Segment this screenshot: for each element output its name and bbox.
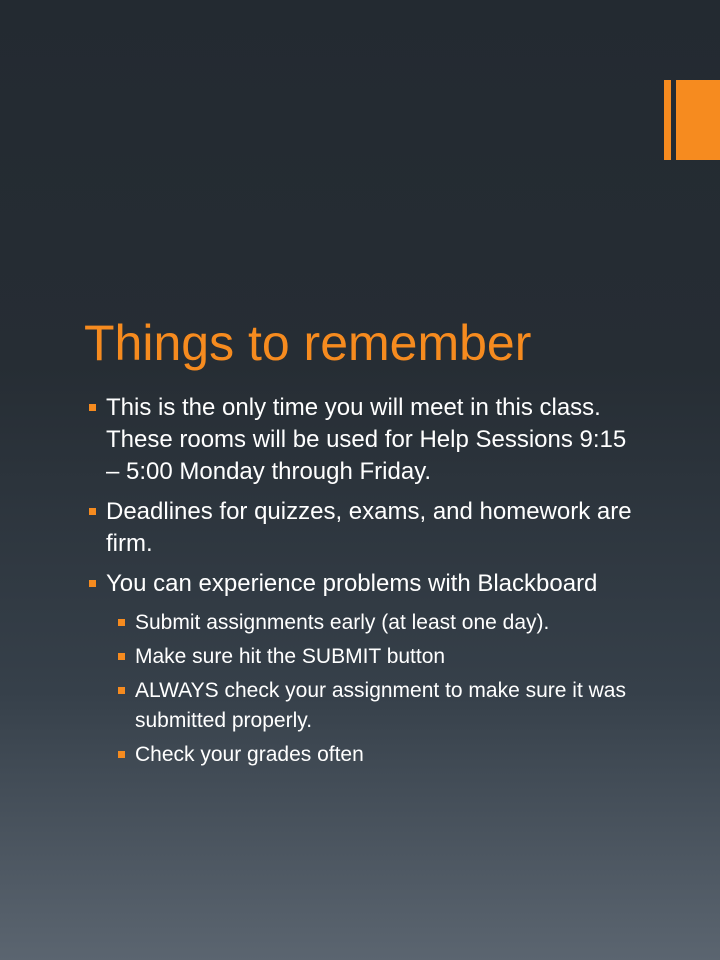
bullet-item xyxy=(84,568,644,770)
sub-bullet-item xyxy=(106,642,644,672)
bullet-item xyxy=(84,392,644,488)
square-bullet-icon xyxy=(118,619,125,626)
square-bullet-icon xyxy=(118,687,125,694)
accent-bar-thin xyxy=(664,80,671,160)
square-bullet-icon xyxy=(89,404,96,411)
bullet-item xyxy=(84,496,644,560)
sub-bullet-item xyxy=(106,740,644,770)
sub-bullet-text: Make sure hit the SUBMIT button xyxy=(135,645,446,668)
sub-bullet-list xyxy=(106,608,644,770)
sub-bullet-text: Check your grades often xyxy=(135,743,364,766)
square-bullet-icon xyxy=(89,580,96,587)
bullet-list xyxy=(84,392,644,778)
sub-bullet-item xyxy=(106,676,644,736)
square-bullet-icon xyxy=(118,653,125,660)
sub-bullet-text: Submit assignments early (at least one day). xyxy=(135,611,550,634)
sub-bullet-item xyxy=(106,608,644,638)
bullet-text: You can experience problems with Blackboard xyxy=(106,570,598,597)
sub-bullet-text: ALWAYS check your assignment to make sure it was submitted properly. xyxy=(135,679,626,732)
bullet-text: Deadlines for quizzes, exams, and homework are firm. xyxy=(106,498,632,557)
slide-title: Things to remember xyxy=(84,315,532,371)
square-bullet-icon xyxy=(89,508,96,515)
accent-bar-thick xyxy=(676,80,720,160)
bullet-text: This is the only time you will meet in this class. These rooms will be used for Help Sessions 9:15 – 5:00 Monday through Friday. xyxy=(106,394,627,485)
square-bullet-icon xyxy=(118,751,125,758)
